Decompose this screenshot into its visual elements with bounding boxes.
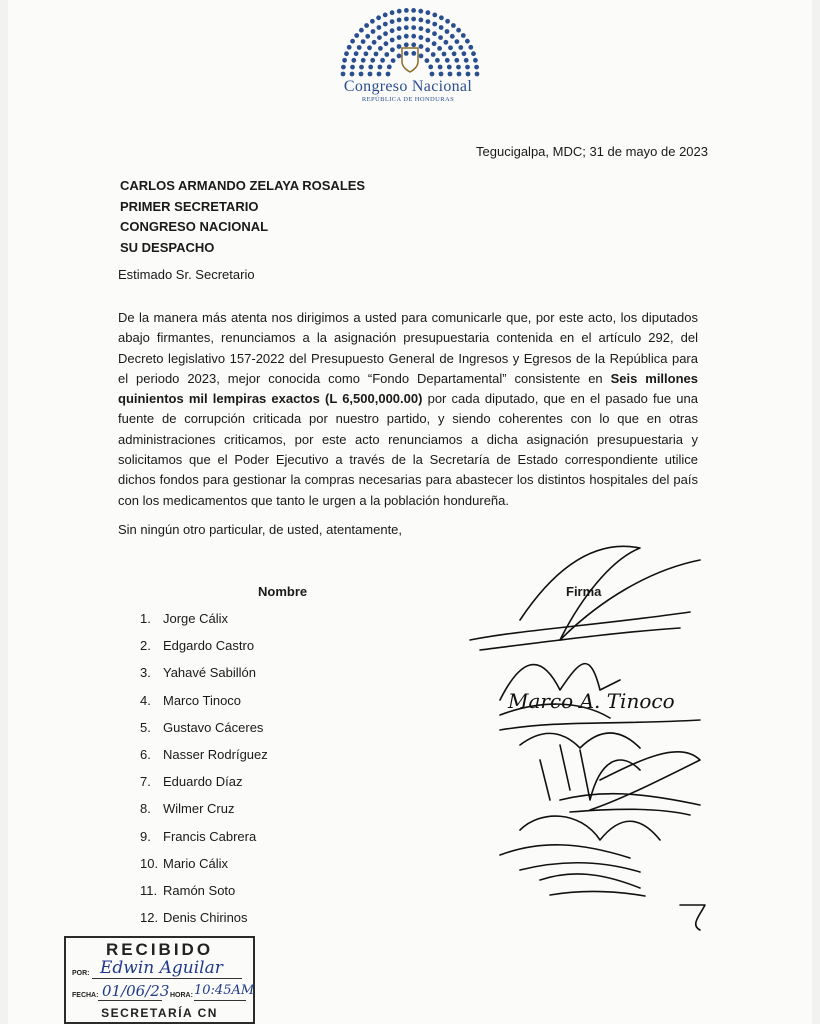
emblem-seat-dot [419, 44, 424, 49]
emblem-seat-dot [377, 35, 382, 40]
emblem-seat-dot [411, 25, 416, 30]
emblem-seat-dot [451, 23, 456, 28]
emblem-seat-dot [359, 72, 364, 77]
emblem-seat-dot [462, 51, 467, 56]
emblem-seat-dot [364, 51, 369, 56]
greeting: Estimado Sr. Secretario [118, 267, 255, 282]
body-text-part1: De la manera más atenta nos dirigimos a usted para comunicarle que, por este acto, los diputados abajo firmantes, renunciamos a la asignación presupuestaria contenida en el artículo 292, del Decreto legislativo 157-2022 del Presupuesto General de Ingresos y Egresos de la República para el periodo 2023, mejor conocida como “Fondo Departamental” consistente en [118, 310, 698, 386]
emblem-seat-dot [458, 45, 463, 50]
emblem-seat-dot [383, 22, 388, 27]
signatory-number: 5. [140, 719, 151, 735]
signatory-name: Denis Chirinos [163, 910, 248, 926]
emblem-seat-dot [341, 72, 346, 77]
emblem-seat-dot [347, 45, 352, 50]
signatory-row [140, 610, 268, 637]
signatory-name: Marco Tinoco [163, 692, 242, 708]
emblem-seat-dot [425, 58, 430, 63]
emblem-seat-dot [387, 65, 392, 70]
letter-body [118, 308, 698, 511]
emblem-seat-dot [425, 38, 430, 43]
emblem-seat-dot [357, 45, 362, 50]
column-header-name: Nombre [258, 584, 308, 599]
emblem-seat-dot [386, 72, 391, 77]
emblem-seat-dot [390, 47, 395, 52]
emblem-seat-dot [457, 72, 462, 77]
emblem-seat-dot [425, 47, 430, 52]
emblem-seat-dot [404, 51, 409, 56]
emblem-seat-dot [372, 40, 377, 45]
emblem-seat-dot [404, 34, 409, 39]
stamp-hora-line [194, 1000, 246, 1001]
emblem-seat-dot [380, 58, 385, 63]
signatory-row [140, 828, 268, 855]
signatory-name: Eduardo Díaz [163, 774, 243, 790]
signatory-row [140, 882, 268, 909]
stamp-fecha-value: 01/06/23 [102, 982, 170, 1000]
emblem-seat-dot [426, 28, 431, 33]
emblem-seat-dot [370, 19, 375, 24]
signatory-name: Nasser Rodríguez [163, 746, 268, 762]
addressee-office: SU DESPACHO [120, 239, 215, 255]
stamp-fecha-label: FECHA: [72, 992, 99, 999]
signatory-number: 2. [140, 638, 151, 654]
emblem-seat-dot [351, 58, 356, 63]
emblem-seat-dot [359, 65, 364, 70]
signatory-row [140, 800, 268, 827]
emblem-seat-dot [468, 45, 473, 50]
emblem-seat-dot [378, 46, 383, 51]
emblem-seat-dot [461, 33, 466, 38]
emblem-seat-dot [456, 28, 461, 33]
emblem-seat-dot [475, 72, 480, 77]
emblem-seat-dot [377, 25, 382, 30]
signatory-number: 1. [140, 611, 151, 626]
emblem-seat-dot [411, 8, 416, 13]
signatory-name: Francis Cabrera [163, 828, 257, 844]
emblem-seat-dot [411, 34, 416, 39]
emblem-seat-dot [466, 72, 471, 77]
emblem-seat-dot [378, 65, 383, 70]
stamp-por-label: POR: [72, 970, 90, 977]
signature-handwritten-name: Marco A. Tinoco [508, 689, 675, 713]
emblem-seat-dot [448, 72, 453, 77]
signatory-number: 6. [140, 746, 151, 762]
emblem-seat-dot [439, 25, 444, 30]
emblem-seat-dot [390, 28, 395, 33]
emblem-seat-dot [448, 45, 453, 50]
emblem-seat-dot [426, 19, 431, 24]
emblem-seat-dot [371, 29, 376, 34]
emblem-seat-dot [384, 41, 389, 46]
body-amount: Seis millones quinientos mil lempiras exactos (L 6,500,000.00) [118, 370, 698, 407]
emblem-seat-dot [419, 26, 424, 31]
stamp-title: RECIBIDO [105, 940, 214, 959]
addressee-name: CARLOS ARMANDO ZELAYA ROSALES [120, 178, 366, 193]
addressee-title: PRIMER SECRETARIO [120, 198, 259, 214]
emblem-seat-dot [432, 13, 437, 18]
signatory-number: 4. [140, 692, 151, 708]
emblem-seat-dot [435, 58, 440, 63]
emblem-seat-dot [419, 35, 424, 40]
emblem-seat-dot [473, 58, 478, 63]
emblem-seat-dot [431, 52, 436, 57]
emblem-seat-dot [428, 65, 433, 70]
emblem-seat-dot [397, 54, 402, 59]
emblem-seat-dot [419, 54, 424, 59]
emblem-seat-dot [350, 39, 355, 44]
emblem-seat-dot [374, 52, 379, 57]
emblem-seat-dot [397, 35, 402, 40]
emblem-seat-dot [438, 35, 443, 40]
received-stamp [64, 936, 255, 1024]
addressee-institution: CONGRESO NACIONAL [120, 219, 269, 234]
emblem-seat-dot [344, 51, 349, 56]
emblem-seat-dot [455, 39, 460, 44]
emblem-seat-dot [439, 15, 444, 20]
emblem-seat-dot [390, 38, 395, 43]
emblem-seat-dot [404, 8, 409, 13]
emblem-seat-dot [368, 72, 373, 77]
emblem-seat-dot [430, 72, 435, 77]
signatory-number: 10. [140, 855, 159, 871]
emblem-seat-dot [432, 22, 437, 27]
emblem-seat-dot [397, 26, 402, 31]
signatory-number: 12. [140, 910, 159, 926]
addressee-block [120, 176, 365, 258]
signatory-number: 8. [140, 801, 151, 817]
emblem-seat-dot [471, 51, 476, 56]
emblem-seat-dot [367, 45, 372, 50]
stamp-por-line [92, 978, 242, 979]
emblem-seat-dot [364, 23, 369, 28]
emblem-seat-dot [391, 58, 396, 63]
signatory-number: 3. [140, 665, 151, 681]
emblem-seat-dot [454, 58, 459, 63]
emblem-seat-dot [384, 52, 389, 57]
stamp-fecha-line [98, 1000, 162, 1001]
signatory-name: Yahavé Sabillón [163, 665, 256, 681]
signatory-number: 11. [140, 882, 158, 898]
emblem-seat-dot [354, 51, 359, 56]
emblem-seat-dot [444, 40, 449, 45]
emblem-seat-dot [390, 10, 395, 15]
emblem-seat-dot [390, 19, 395, 24]
emblem-seat-dot [404, 17, 409, 22]
stamp-hora-label: HORA: [170, 992, 193, 999]
emblem-seat-dot [445, 29, 450, 34]
letterhead-subtitle: REPÚBLICA DE HONDURAS [361, 96, 455, 103]
signatory-row [140, 855, 268, 882]
signatory-row [140, 637, 268, 664]
emblem-seat-dot [465, 65, 470, 70]
emblem-seat-dot [442, 52, 447, 57]
stamp-footer: SECRETARÍA CN [101, 1006, 218, 1020]
emblem-seat-dot [411, 42, 416, 47]
emblem-seat-dot [361, 39, 366, 44]
emblem-seat-dot [452, 51, 457, 56]
emblem-seat-dot [447, 65, 452, 70]
emblem-seat-dot [432, 31, 437, 36]
signatory-list [140, 610, 268, 936]
stamp-hora-value: 10:45AM [194, 983, 255, 998]
emblem-seat-dot [426, 10, 431, 15]
stamp-por-value: Edwin Aguilar [100, 958, 223, 978]
emblem-seat-dot [445, 58, 450, 63]
emblem-seat-dot [354, 33, 359, 38]
signatory-name: Mario Cálix [163, 855, 229, 871]
emblem-seat-dot [439, 72, 444, 77]
emblem-seat-dot [432, 41, 437, 46]
emblem-seat-dot [404, 42, 409, 47]
emblem-seat-dot [342, 58, 347, 63]
closing-line: Sin ningún otro particular, de usted, atentamente, [118, 522, 403, 537]
signatory-row [140, 909, 268, 936]
emblem-seat-dot [411, 51, 416, 56]
signatory-row [140, 746, 268, 773]
signatory-name: Edgardo Castro [163, 638, 255, 654]
emblem-seat-dot [418, 9, 423, 14]
emblem-shield [402, 48, 418, 72]
emblem-seat-dot [365, 34, 370, 39]
emblem-seat-dot [438, 65, 443, 70]
emblem-seat-dot [464, 58, 469, 63]
signatory-name: Ramón Soto [163, 882, 236, 898]
emblem-seat-dot [359, 28, 364, 33]
signatory-row [140, 719, 268, 746]
signatory-number: 7. [140, 774, 151, 790]
date-line: Tegucigalpa, MDC; 31 de mayo de 2023 [476, 144, 708, 159]
emblem-seat-dot [350, 72, 355, 77]
emblem-seat-dot [465, 39, 470, 44]
signatory-row [140, 773, 268, 800]
signatory-row [140, 664, 268, 691]
emblem-seat-dot [341, 65, 346, 70]
column-header-signature: Firma [566, 584, 602, 599]
emblem-seat-dot [474, 65, 479, 70]
emblem-seat-dot [437, 46, 442, 51]
emblem-seat-dot [450, 34, 455, 39]
emblem-seat-dot [383, 13, 388, 18]
emblem-seat-dot [445, 19, 450, 24]
emblem-seat-dot [404, 25, 409, 30]
letterhead-title: Congreso Nacional [343, 78, 473, 95]
signatory-row [140, 692, 268, 719]
emblem-seat-dot [419, 18, 424, 23]
emblem-seat-dot [376, 15, 381, 20]
signatory-name: Jorge Cálix [163, 611, 229, 626]
emblem-seat-dot [383, 31, 388, 36]
emblem-seat-dot [350, 65, 355, 70]
emblem-seat-dot [370, 58, 375, 63]
emblem-seat-dot [456, 65, 461, 70]
emblem-seat-dot [411, 17, 416, 22]
signatory-name: Gustavo Cáceres [163, 719, 264, 735]
emblem-seat-dot [361, 58, 366, 63]
emblem-seat-dot [397, 9, 402, 14]
emblem-seat-dot [397, 44, 402, 49]
emblem-seat-dot [377, 72, 382, 77]
body-text-part2: por cada diputado, que en el pasado fue una fuente de corrupción criticada por nuestro partido, y siendo coherentes con lo que en otras administraciones criticamos, por este acto renunciamos a dicha asignación presupuestaria y solicitamos que el Poder Ejecutivo a través de la Secretaría de Estado correspondiente utilice dichos fondos para gestionar la compras necesarias para abastecer los distintos hospitales del país con los medicamentos que tanto le urgen a la población hondureña. [118, 391, 698, 508]
signatory-name: Wilmer Cruz [163, 801, 235, 817]
emblem-seat-dot [368, 65, 373, 70]
signatory-number: 9. [140, 828, 151, 844]
emblem-seat-dot [397, 18, 402, 23]
